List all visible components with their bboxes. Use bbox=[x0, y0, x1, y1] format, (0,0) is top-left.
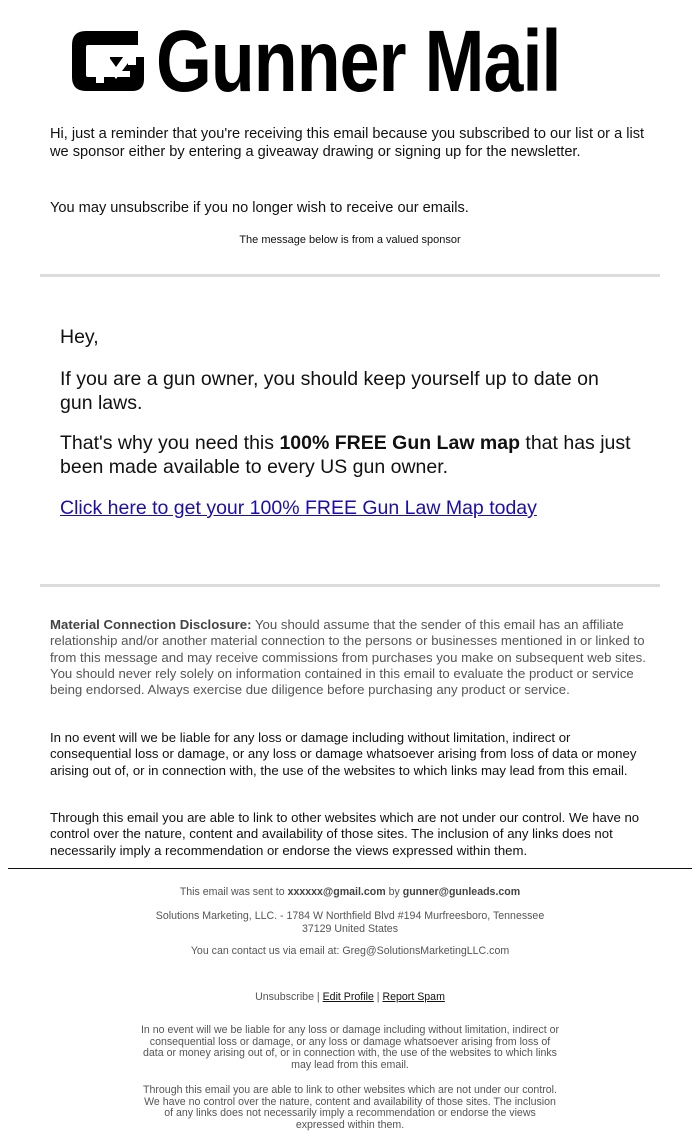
disclosure-body: You should assume that the sender of this email has an affiliate relationship and/or another material connection to the persons or businesses mentioned in or linked to from this message and may receive commissions from purchases you make on subsequent web sites. You should never rely solely on information contained in this email to evaluate the product or service being endorsed. Always exercise due diligence before purchasing any product or service. bbox=[50, 617, 646, 698]
unsubscribe-text[interactable]: Unsubscribe bbox=[255, 991, 314, 1003]
gunner-mail-logo bbox=[66, 11, 596, 111]
message-line-free-map bbox=[60, 431, 635, 479]
message-line-gun-laws: If you are a gun owner, you should keep yourself up to date on gun laws. bbox=[60, 368, 599, 414]
recipient-email: xxxxxx@gmail.com bbox=[287, 886, 386, 898]
divider bbox=[40, 584, 660, 587]
report-spam-link[interactable]: Report Spam bbox=[382, 991, 445, 1003]
gm-logo-icon bbox=[66, 21, 150, 101]
sponsor-note: The message below is from a valued sponsor bbox=[239, 234, 461, 246]
unsubscribe-note: You may unsubscribe if you no longer wish to receive our emails. bbox=[50, 200, 469, 216]
link-separator: | bbox=[373, 991, 383, 1003]
footer-liability: In no event will we be liable for any loss or damage including without limitation, indirect or consequential loss or damage, or any loss or damage whatsoever arising from loss of data or money arising out of, or in connection with, the use of the websites to which links may lead from this email. bbox=[140, 1024, 560, 1071]
divider bbox=[40, 274, 660, 277]
link-separator: | bbox=[313, 991, 323, 1003]
brand-name: Gunner Mail bbox=[156, 11, 561, 111]
message-greeting: Hey, bbox=[60, 326, 99, 348]
material-connection-disclosure bbox=[50, 617, 655, 698]
subscription-reminder: Hi, just a reminder that you're receiving this email because you subscribed to our list or a list we sponsor either by entering a giveaway drawing or signing up for the newsletter. bbox=[50, 126, 645, 160]
external-links-disclaimer: Through this email you are able to link to other websites which are not under our control. We have no control over the nature, content and availability of those sites. The inclusion of any links does not necessarily imply a recommendation or endorse the views expressed within them. bbox=[50, 810, 640, 858]
free-map-highlight: 100% FREE Gun Law map bbox=[279, 432, 520, 454]
disclosure-heading: Material Connection Disclosure: bbox=[50, 617, 252, 632]
company-address: Solutions Marketing, LLC. - 1784 W Northfield Blvd #194 Murfreesboro, Tennessee 37129 United States bbox=[155, 910, 545, 935]
cta-paragraph bbox=[60, 496, 635, 520]
cta-link[interactable]: Click here to get your 100% FREE Gun Law Map today bbox=[60, 497, 537, 519]
liability-disclaimer: In no event will we be liable for any loss or damage including without limitation, indirect or consequential loss or damage, or any loss or damage whatsoever arising from loss of data or money arising out of, or in connection with, the use of the websites to which links may lead from this email. bbox=[50, 730, 637, 778]
edit-profile-link[interactable]: Edit Profile bbox=[322, 991, 374, 1003]
line2-prefix: That's why you need this bbox=[60, 432, 280, 454]
footer-links bbox=[0, 991, 700, 1004]
sender-email: gunner@gunleads.com bbox=[402, 886, 521, 898]
footer-external-links: Through this email you are able to link to other websites which are not under our control. We have no control over the nature, content and availability of those sites. The inclusion of any links does not necessarily imply a recommendation or endorse the views expressed within them. bbox=[143, 1084, 557, 1131]
footer-divider bbox=[8, 868, 692, 869]
sent-to-prefix: This email was sent to bbox=[179, 886, 288, 898]
line2-suffix: that has just been made available to every US gun owner. bbox=[60, 432, 631, 478]
contact-line: You can contact us via email at: Greg@SolutionsMarketingLLC.com bbox=[190, 945, 510, 957]
sent-to-line bbox=[0, 886, 700, 899]
sent-by-prefix: by bbox=[385, 886, 403, 898]
